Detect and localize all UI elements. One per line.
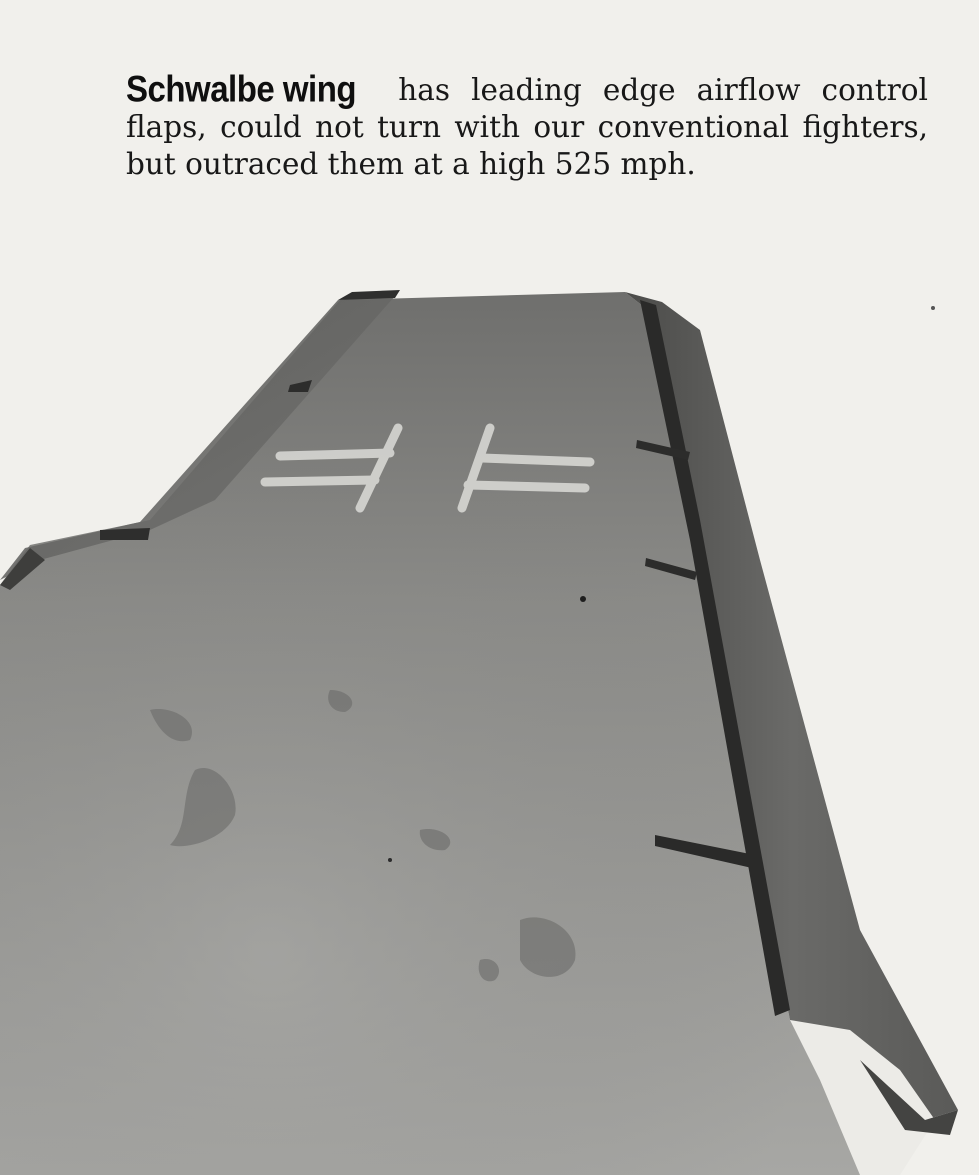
caption-lead: Schwalbe wing (126, 67, 357, 110)
caption-body: has leading edge airflow control flaps, could not turn with our conventional fighters, but outraced them at a high 525 mph. (126, 73, 928, 181)
